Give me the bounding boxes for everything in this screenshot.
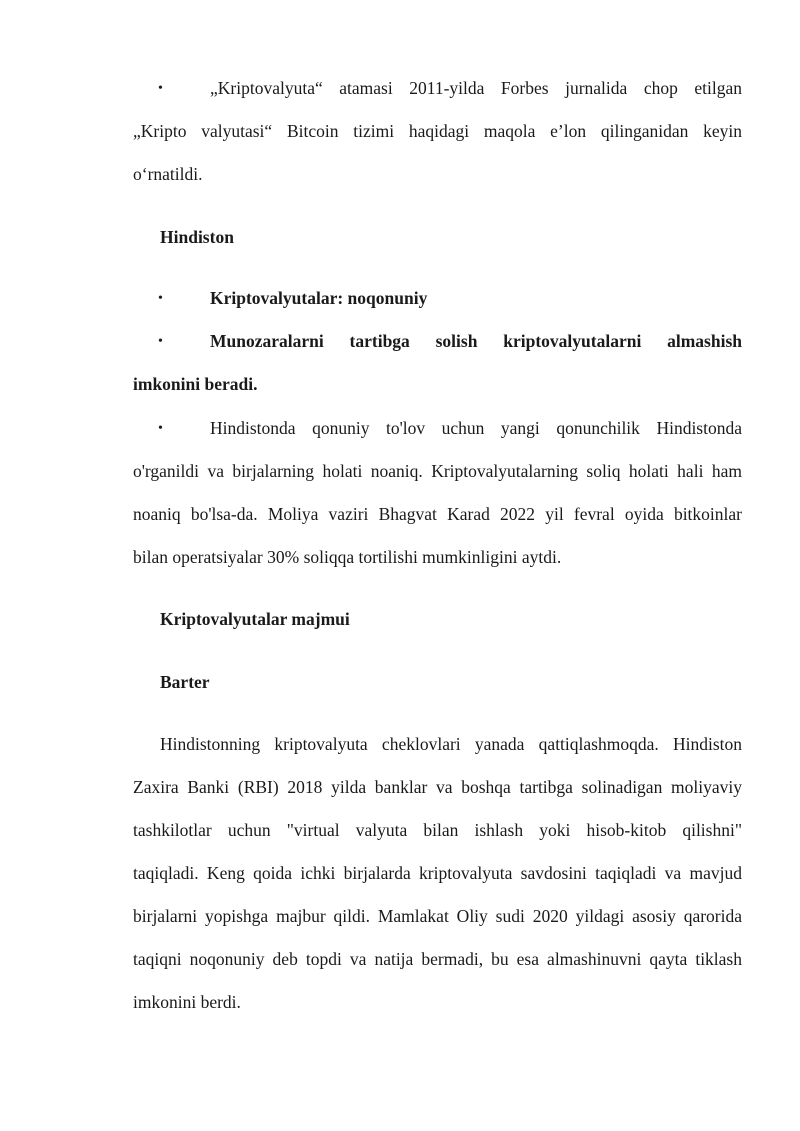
- section-heading: Kriptovalyutalar majmui: [160, 609, 350, 629]
- bold-bullet-text: imkonini beradi.: [133, 374, 258, 394]
- paragraph-line: taqiqni noqonuniy deb topdi va natija bermadi, bu esa almashinuvni qayta tiklash: [133, 949, 742, 969]
- paragraph-line: Hindistonda qonuniy to'lov uchun yangi qonunchilik Hindistonda: [210, 418, 742, 438]
- paragraph-line: taqiqladi. Keng qoida ichki birjalarda kriptovalyuta savdosini taqiqladi va mavjud: [133, 863, 742, 883]
- paragraph-line: o‘rnatildi.: [133, 164, 203, 184]
- paragraph-line: bilan operatsiyalar 30% soliqqa tortilishi mumkinligini aytdi.: [133, 547, 562, 567]
- bold-bullet-text: Kriptovalyutalar: noqonuniy: [210, 288, 428, 308]
- paragraph-line: birjalarni yopishga majbur qildi. Mamlakat Oliy sudi 2020 yildagi asosiy qarorida: [133, 906, 742, 926]
- paragraph-line: tashkilotlar uchun "virtual valyuta bilan ishlash yoki hisob-kitob qilishni": [133, 820, 742, 840]
- section-heading: Hindiston: [160, 227, 234, 247]
- paragraph-line: Hindistonning kriptovalyuta cheklovlari yanada qattiqlashmoqda. Hindiston: [160, 734, 742, 754]
- paragraph-line: Zaxira Banki (RBI) 2018 yilda banklar va boshqa tartibga solinadigan moliyaviy: [133, 777, 742, 797]
- paragraph-line: „Kriptovalyuta“ atamasi 2011-yilda Forbes jurnalida chop etilgan: [210, 78, 742, 98]
- paragraph-line: o'rganildi va birjalarning holati noaniq. Kriptovalyutalarning soliq holati hali ham: [133, 461, 742, 481]
- paragraph-line: „Kripto valyutasi“ Bitcoin tizimi haqidagi maqola e’lon qilinganidan keyin: [133, 121, 742, 141]
- bullet-marker: •: [158, 334, 163, 349]
- section-heading: Barter: [160, 672, 210, 692]
- bold-bullet-text: Munozaralarni tartibga solish kriptovalyutalarni almashish: [210, 331, 742, 351]
- bullet-marker: •: [158, 81, 163, 96]
- bullet-marker: •: [158, 421, 163, 436]
- paragraph-line: noaniq bo'lsa-da. Moliya vaziri Bhagvat Karad 2022 yil fevral oyida bitkoinlar: [133, 504, 742, 524]
- paragraph-line: imkonini berdi.: [133, 992, 241, 1012]
- bullet-marker: •: [158, 291, 163, 306]
